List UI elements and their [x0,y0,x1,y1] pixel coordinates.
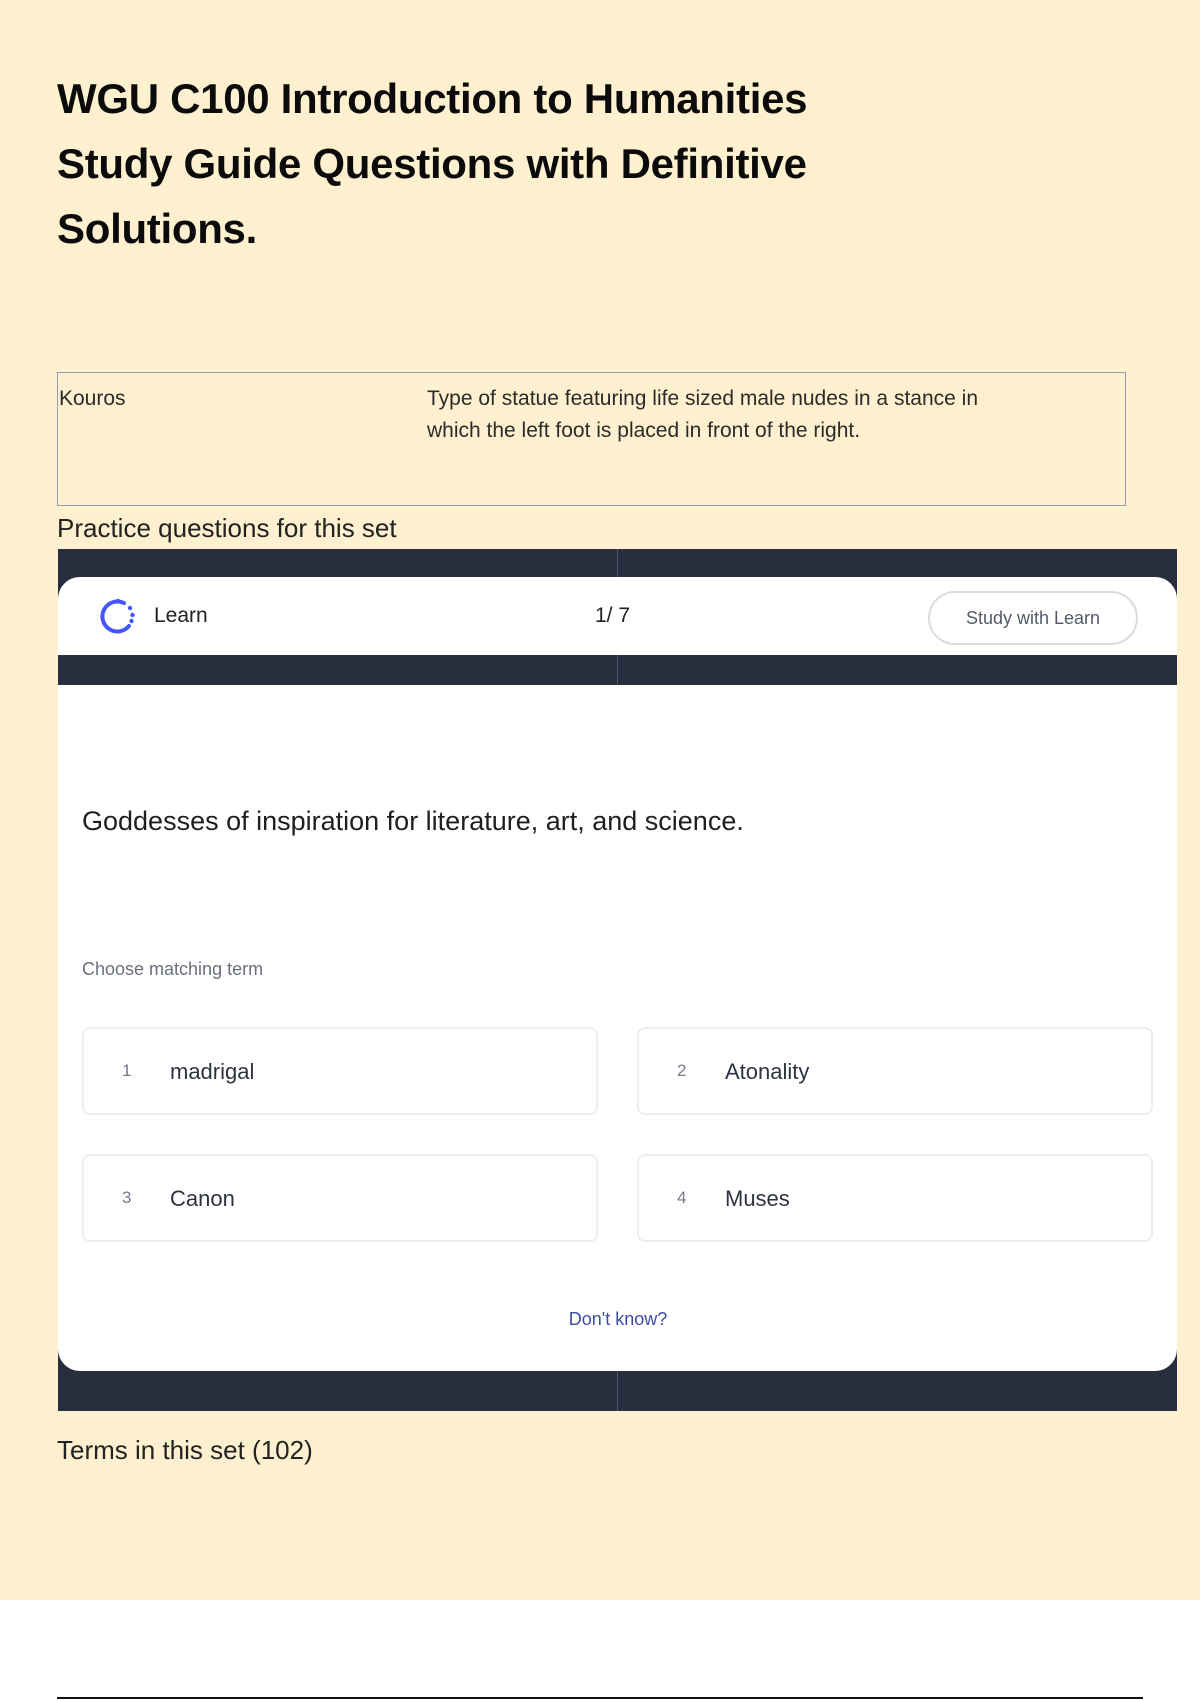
answer-option-3[interactable] [82,1154,598,1242]
page-divider [57,1697,1143,1699]
question-text: Goddesses of inspiration for literature, art, and science. [82,806,744,836]
option-label: madrigal [170,1059,255,1084]
term-word: Kouros [59,387,126,410]
option-number: 1 [122,1061,132,1080]
option-number: 3 [122,1188,132,1207]
learn-mode-icon [96,595,138,637]
question-panel [58,685,1177,1371]
learn-header [58,577,1177,655]
dont-know-link[interactable]: Don't know? [568,1309,668,1329]
term-definition: Type of statue featuring life sized male nudes in a stance in which the left foot is placed in front of the right. [427,387,978,442]
option-label: Canon [170,1186,235,1211]
learn-widget [58,549,1177,1411]
option-label: Atonality [725,1059,810,1084]
document-title: WGU C100 Introduction to Humanities Study Guide Questions with Definitive Solutions. [57,75,808,252]
practice-heading: Practice questions for this set [57,513,397,543]
option-number: 2 [677,1061,687,1080]
choose-prompt: Choose matching term [82,959,264,979]
answer-option-1[interactable] [82,1027,598,1115]
terms-count-heading: Terms in this set (102) [57,1435,313,1465]
option-label: Muses [725,1186,790,1211]
study-with-learn-button[interactable]: Study with Learn [928,591,1138,645]
option-number: 4 [677,1188,687,1207]
learn-mode-label: Learn [154,604,208,627]
answer-option-4[interactable] [637,1154,1153,1242]
term-card [57,372,1126,506]
answer-option-2[interactable] [637,1027,1153,1115]
progress-counter: 1/ 7 [595,604,631,627]
